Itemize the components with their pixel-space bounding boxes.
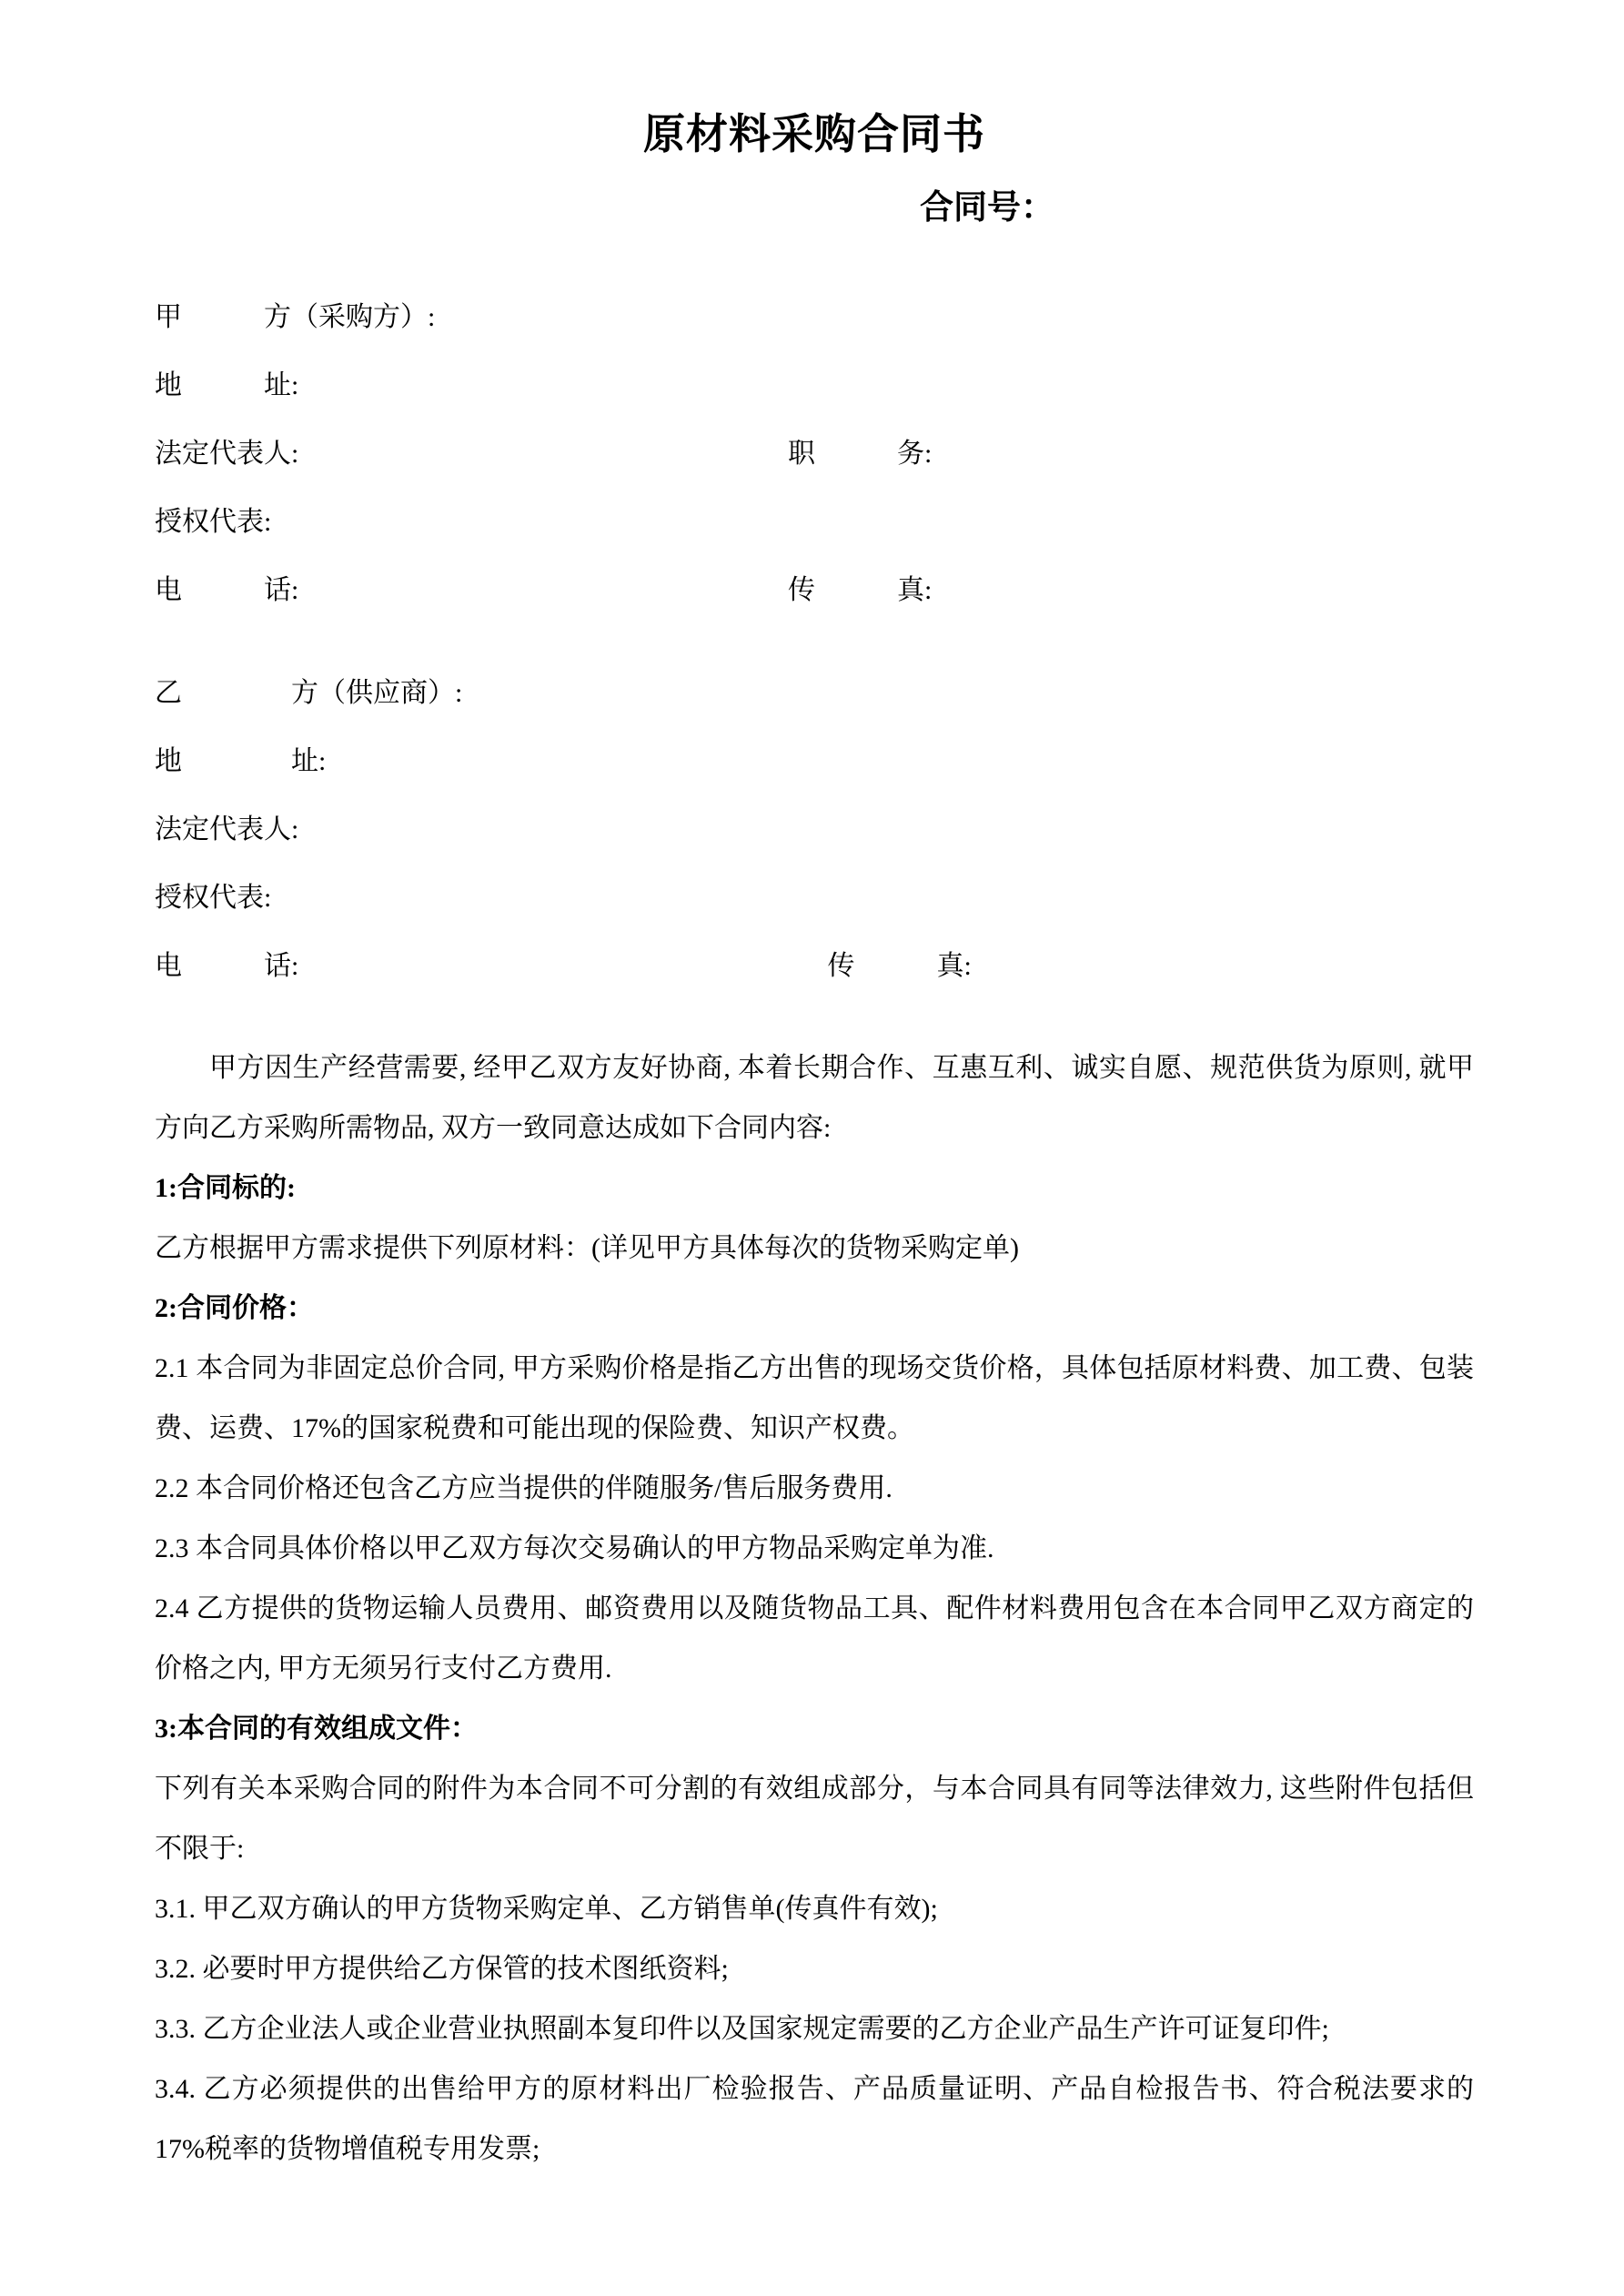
party-a-address-label: 地 址:	[155, 370, 299, 401]
party-b-auth-rep-row	[155, 864, 1474, 932]
clause-3-2: 3.2. 必要时甲方提供给乙方保管的技术图纸资料;	[155, 1954, 729, 1985]
clause-2-1: 2.1 本合同为非固定总价合同, 甲方采购价格是指乙方出售的现场交货价格，具体包括原材料费、加工费、包装费、运费、17%的国家税费和可能出现的保险费、知识产权费。	[155, 1353, 1474, 1444]
party-b-legal-rep-label: 法定代表人:	[155, 814, 299, 845]
party-a-name-row	[155, 283, 1474, 351]
party-a-phone-row	[155, 556, 1474, 624]
party-b-legal-rep-row	[155, 795, 1474, 864]
section-1-paragraph: 乙方根据甲方需求提供下列原材料：(详见甲方具体每次的货物采购定单)	[155, 1233, 1019, 1264]
party-a-section	[155, 283, 1474, 624]
party-a-position-label: 职 务:	[788, 439, 933, 470]
party-b-name-row	[155, 659, 1474, 727]
party-a-legal-rep-label: 法定代表人:	[155, 439, 299, 470]
party-a-fax-label: 传 真:	[788, 575, 933, 606]
party-a-legal-rep-row	[155, 420, 1474, 488]
party-a-name-label: 甲 方（采购方）:	[155, 302, 436, 333]
party-b-address-row	[155, 727, 1474, 795]
party-a-address-row	[155, 351, 1474, 420]
party-b-name-label: 乙 方（供应商）:	[155, 678, 463, 709]
clause-3-1: 3.1. 甲乙双方确认的甲方货物采购定单、乙方销售单(传真件有效);	[155, 1894, 938, 1925]
intro-paragraph: 甲方因生产经营需要, 经甲乙双方友好协商, 本着长期合作、互惠互利、诚实自愿、规范供货为原则, 就甲方向乙方采购所需物品, 双方一致同意达成如下合同内容:	[155, 1053, 1474, 1144]
document-title: 原材料采购合同书	[643, 111, 985, 157]
section-3-heading: 3:本合同的有效组成文件：	[155, 1714, 478, 1745]
clause-3-3: 3.3. 乙方企业法人或企业营业执照副本复印件以及国家规定需要的乙方企业产品生产许可证复印件;	[155, 2014, 1329, 2045]
party-b-phone-label: 电 话:	[155, 951, 299, 982]
section-3-intro-paragraph: 下列有关本采购合同的附件为本合同不可分割的有效组成部分，与本合同具有同等法律效力, 这些附件包括但不限于:	[155, 1774, 1474, 1865]
section-1-heading: 1:合同标的:	[155, 1173, 296, 1204]
clause-2-3: 2.3 本合同具体价格以甲乙双方每次交易确认的甲方物品采购定单为准.	[155, 1533, 994, 1564]
party-a-auth-rep-label: 授权代表:	[155, 507, 272, 538]
party-b-auth-rep-label: 授权代表:	[155, 883, 272, 914]
party-b-section	[155, 659, 1474, 1000]
party-b-address-label: 地 址:	[155, 746, 327, 777]
contract-number-label: 合同号：	[920, 189, 1054, 228]
clause-2-4: 2.4 乙方提供的货物运输人员费用、邮资费用以及随货物品工具、配件材料费用包含在本合同甲乙双方商定的价格之内, 甲方无须另行支付乙方费用.	[155, 1593, 1474, 1684]
party-a-auth-rep-row	[155, 488, 1474, 556]
contract-body	[155, 1038, 1474, 2180]
section-2-heading: 2:合同价格：	[155, 1293, 314, 1324]
party-b-fax-label: 传 真:	[827, 951, 972, 982]
party-a-phone-label: 电 话:	[155, 575, 299, 606]
clause-3-4: 3.4. 乙方必须提供的出售给甲方的原材料出厂检验报告、产品质量证明、产品自检报告书、符合税法要求的 17%税率的货物增值税专用发票;	[155, 2074, 1474, 2165]
party-b-phone-row	[155, 932, 1474, 1000]
clause-2-2: 2.2 本合同价格还包含乙方应当提供的伴随服务/售后服务费用.	[155, 1473, 893, 1504]
